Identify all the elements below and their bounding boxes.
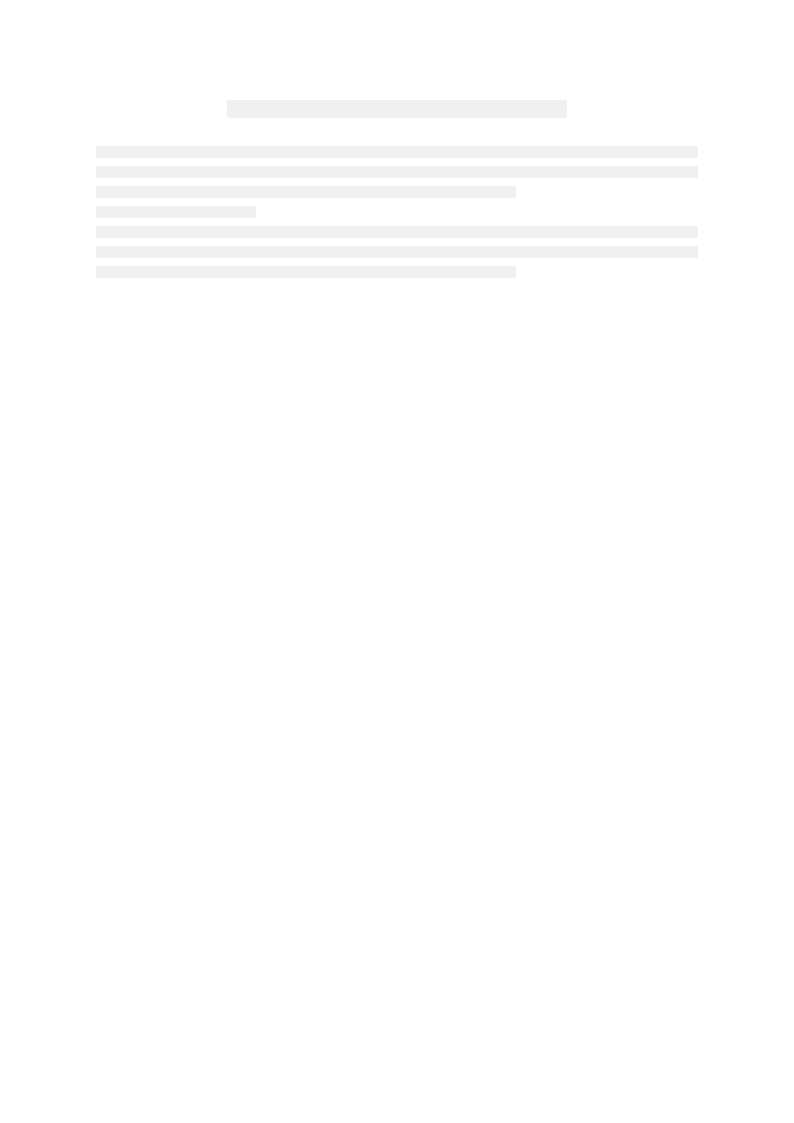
title-placeholder xyxy=(227,100,567,118)
text-line-placeholder xyxy=(96,146,698,158)
text-line-placeholder xyxy=(96,206,256,218)
text-line-placeholder xyxy=(96,186,516,198)
text-line-placeholder xyxy=(96,246,698,258)
text-line-placeholder xyxy=(96,226,698,238)
text-line-placeholder xyxy=(96,266,516,278)
text-line-placeholder xyxy=(96,166,698,178)
